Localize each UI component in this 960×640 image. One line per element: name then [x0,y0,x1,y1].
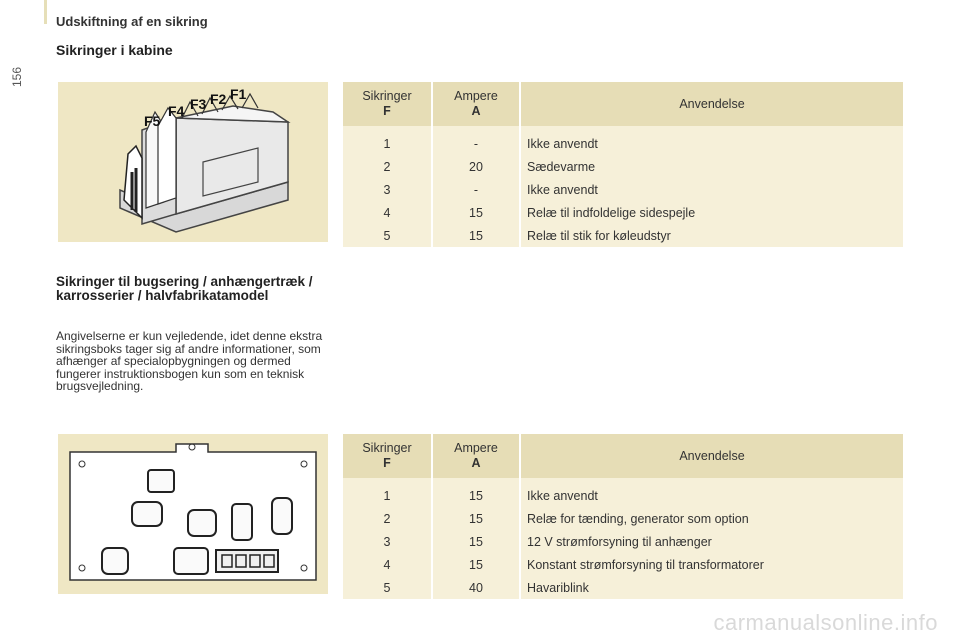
fuse-label-f1: F1 [230,86,247,102]
section-title-cabin-fuses: Sikringer i kabine [56,42,173,58]
header-fuse: Sikringer F [343,82,431,126]
table-row: 5 15 Relæ til stik for køleudstyr [343,224,903,247]
header-accent-bar [44,0,47,24]
table-row: 2 20 Sædevarme [343,155,903,178]
watermark: carmanualsonline.info [713,610,938,635]
extra-fuse-box-illustration [58,434,328,594]
section-title-towing-fuses: Sikringer til bugsering / anhængertræk / karrosserier / halvfabrikatamodel [56,274,313,303]
table-row: 1 - Ikke anvendt [343,126,903,155]
table-row: 5 40 Havariblink [343,576,903,599]
cabin-fuse-box-illustration [58,82,328,242]
table-row: 4 15 Relæ til indfoldelige sidespejle [343,201,903,224]
table-row: 3 15 12 V strømforsyning til anhænger [343,530,903,553]
towing-fuse-table [343,434,903,599]
fuse-label-f2: F2 [210,91,227,107]
cabin-fuse-table [343,82,903,247]
header-fuse: Sikringer F [343,434,431,478]
section-description: Angivelserne er kun vejledende, idet denne ekstra sikringsboks tager sig af andre informationer, som afhænger af specialopbygningen og dermed fungerer instruktionsbogen kun som en teknisk brugsvejledning. [56,329,323,393]
fuse-label-f3: F3 [190,96,207,112]
header-ampere: Ampere A [431,434,519,478]
header-usage: Anvendelse [519,434,903,478]
page-number: 156 [10,66,24,88]
table-row: 3 - Ikke anvendt [343,178,903,201]
chapter-header: Udskiftning af en sikring [56,14,208,29]
table-row: 4 15 Konstant strømforsyning til transformatorer [343,553,903,576]
header-usage: Anvendelse [519,82,903,126]
fuse-label-f4: F4 [168,103,185,119]
table-row: 1 15 Ikke anvendt [343,478,903,507]
header-ampere: Ampere A [431,82,519,126]
fuse-label-f5: F5 [144,113,161,129]
table-row: 2 15 Relæ for tænding, generator som option [343,507,903,530]
